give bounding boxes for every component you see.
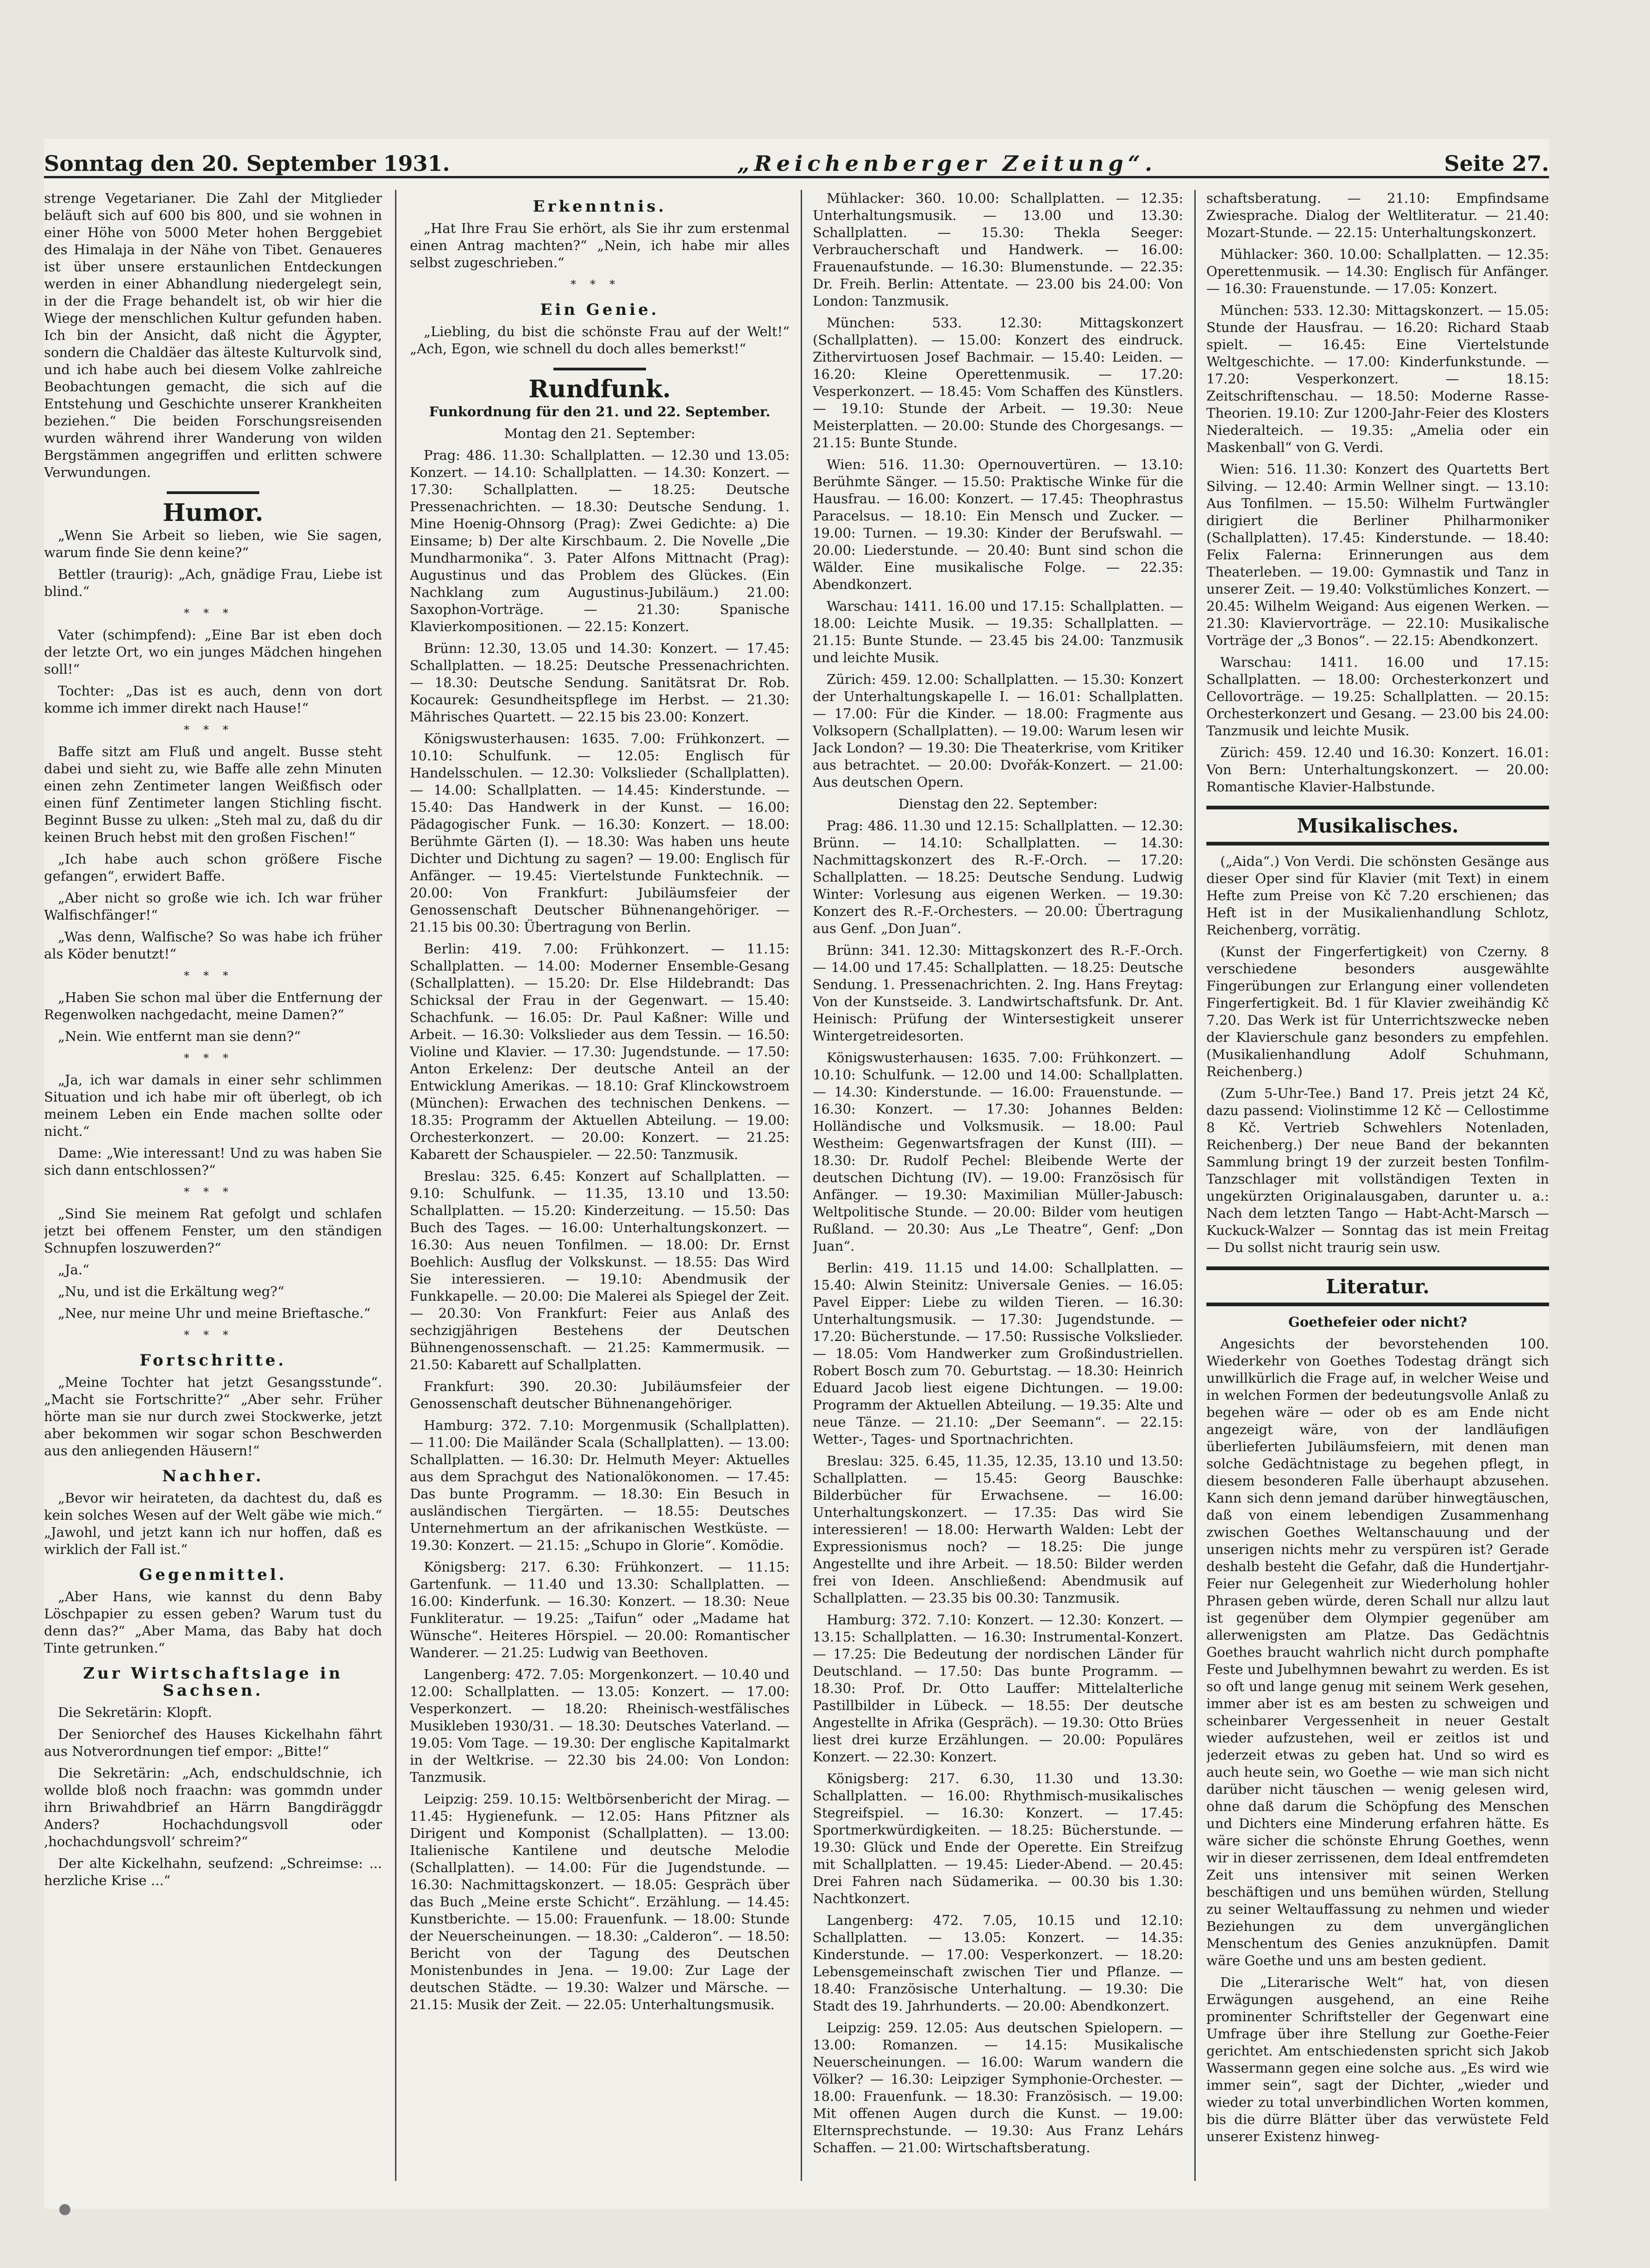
- literatur-heading: [1206, 1266, 1549, 1306]
- radio-listing: Wien: 516. 11.30: Opernouvertüren. — 13.10: Berühmte Sänger. — 15.50: Praktische Winke für die Hausfrau. — 16.00: Konzert. — 17.45: Theophrastus Paracelsus. — 18.10: Ein Mensch und Zucker. — 19.00: Turnen. — 19.30: Kinder der Berufswahl. — 20.00: Liederstunde. — 20.40: Bunt sind schon die Wälder. Eine musikalische Folge. — 22.35: Abendkonzert.: [813, 457, 1183, 592]
- joke-text: Dame: „Wie interessant! Und zu was haben Sie sich dann entschlossen?“: [44, 1145, 382, 1178]
- joke-text: „Was denn, Walfische? So was habe ich früher als Köder benutzt!“: [44, 929, 382, 962]
- radio-listing: München: 533. 12.30: Mittagskonzert (Schallplatten). — 15.00: Konzert des eindruck. Zithervirtuosen Josef Bachmair. — 15.40: Leiden. — 16.20: Kleine Operettenmusik. — 17.20: Vesperkonzert. — 18.45: Vom Schaffen des Künstlers. — 19.10: Stunde der Arbeit. — 19.30: Neue Meisterplatten. — 20.00: Stunde des Chorgesangs. — 21.15: Bunte Stunde.: [813, 315, 1183, 451]
- article-text: Die „Literarische Welt“ hat, von diesen Erwägungen ausgehend, an eine Reihe prominenter Schriftsteller der Gegenwart eine Umfrage über ihre Stellung zur Goethe-Feier gerichtet. Am entschiedensten spricht sich Jakob Wassermann gegen eine solche aus. „Es wird wie immer sein“, sagt der Dichter, „wieder und wieder zu total unverbindlichen Worten kommen, bis die dürre Blätter über das verwüstete Feld unserer Existenz hinweg-: [1206, 1974, 1549, 2144]
- separator-stars: ***: [184, 1328, 242, 1341]
- music-notice: („Aida“.) Von Verdi. Die schönsten Gesänge aus dieser Oper sind für Klavier (mit Text) in einem Hefte zum Preise von Kč 7.20 erschienen; das Heft ist in der Musikalienhandlung Schlotz, Reichenberg, vorrätig.: [1206, 853, 1549, 938]
- literatur-heading-text: Literatur.: [1326, 1275, 1430, 1298]
- joke-text: „Ja.“: [58, 1262, 89, 1278]
- column-1: [44, 190, 382, 2199]
- radio-listing: schaftsberatung. — 21.10: Empfindsame Zwiesprache. Dialog der Weltliteratur. — 21.40: Mozart-Stunde. — 22.15: Unterhaltungskonzert.: [1206, 190, 1549, 240]
- joke-text: „Liebling, du bist die schönste Frau auf der Welt!“ „Ach, Egon, wie schnell du doch alles bemerkst!“: [410, 324, 790, 357]
- column-4: [1206, 190, 1549, 2199]
- article-text: strenge Vegetarianer. Die Zahl der Mitglieder beläuft sich auf 600 bis 800, und sie wohnen in einer Höhe von 5000 Meter hohen Berggebiet des Himalaja in der Nähe von Tibet. Genaueres ist über unsere erstaunlichen Entdeckungen werden in einer Abhandlung niedergelegt sein, in der die Frage behandelt ist, ob wir hier die Wiege der menschlichen Kultur gefunden haben. Ich bin der Ansicht, daß nicht die Ägypter, sondern die Chaldäer das älteste Kulturvolk sind, und ich habe auch bei diesem Volke zahlreiche Beobachtungen gemacht, die sich auf die Entstehung und Geschichte unserer Krankheiten beziehen.“ Die beiden Forschungsreisenden wurden während ihrer Wanderung von wilden Bergstämmen angegriffen und erlitten schwere Verwundungen.: [44, 190, 382, 480]
- joke-heading: Nachher.: [162, 1467, 264, 1485]
- joke-heading: Fortschritte.: [139, 1351, 287, 1370]
- joke-text: „Aber Hans, wie kannst du denn Baby Löschpapier zu essen geben? Warum tust du denn das?“ „Aber Mama, das Baby hat doch Tinte getrunken.“: [44, 1589, 382, 1656]
- separator-stars: ***: [184, 1052, 242, 1065]
- radio-listing: Langenberg: 472. 7.05, 10.15 und 12.10: Schallplatten. — 13.05: Konzert. — 14.35: Kinderstunde. — 17.00: Vesperkonzert. — 18.20: Lebensgemeinschaft zwischen Tier und Pflanze. — 18.40: Französische Unterhaltung. — 19.30: Die Stadt des 19. Jahrhunderts. — 20.00: Abendkonzert.: [813, 1912, 1183, 2014]
- joke-text: „Hat Ihre Frau Sie erhört, als Sie ihr zum erstenmal einen Antrag machten?“ „Nein, ich habe mir alles selbst zugeschrieben.“: [410, 220, 790, 270]
- radio-listing: Hamburg: 372. 7.10: Konzert. — 12.30: Konzert. — 13.15: Schallplatten. — 16.30: Instrumental-Konzert. — 17.25: Die Bedeutung der nordischen Länder für Deutschland. — 17.50: Das bunte Programm. — 18.30: Prof. Dr. Otto Lauffer: Mittelalterliche Pastillbilder in Lübeck. — 18.55: Der deutsche Angestellte in Afrika (Gespräch). — 19.30: Otto Brües liest drei kurze Erzählungen. — 20.00: Populäres Konzert. — 22.30: Konzert.: [813, 1612, 1183, 1765]
- radio-listing: Königswusterhausen: 1635. 7.00: Frühkonzert. — 10.10: Schulfunk. — 12.05: Englisch für Handelsschulen. — 12.30: Volkslieder (Schallplatten). — 14.00: Schallplatten. — 14.45: Kinderstunde. — 15.40: Das Handwerk in der Kunst. — 16.00: Pädagogischer Funk. — 16.30: Konzert. — 18.00: Berühmte Gärten (I). — 18.30: Was haben uns heute Dichter und Dichtung zu sagen? — 19.00: Englisch für Anfänger. — 19.45: Viertelstunde Funktechnik. — 20.00: Von Frankfurt: Jubiläumsfeier der Genossenschaft Deutscher Bühnenangehöriger. — 21.15 bis 00.30: Übertragung von Berlin.: [410, 731, 790, 935]
- radio-listing: Hamburg: 372. 7.10: Morgenmusik (Schallplatten). — 11.00: Die Mailänder Scala (Schallplatten). — 13.00: Schallplatten. — 16.30: Dr. Helmuth Meyer: Aktuelles aus dem Sprachgut des Nationalökonomen. — 17.45: Das bunte Programm. — 18.30: Ein Besuch in ausländischen Tiergärten. — 18.55: Deutsches Unternehmertum an der afrikanischen Westküste. — 19.30: Konzert. — 21.15: „Schupo in Glorie“. Komödie.: [410, 1417, 790, 1553]
- rundfunk-heading: Rundfunk.: [528, 375, 671, 403]
- joke-text: „Wenn Sie Arbeit so lieben, wie Sie sagen, warum finde Sie denn keine?“: [44, 527, 382, 560]
- radio-schedule-subtitle: Funkordnung für den 21. und 22. September.: [429, 404, 771, 420]
- joke-text: Der alte Kickelhahn, seufzend: „Schreimse: ... herzliche Krise ...“: [44, 1855, 382, 1888]
- radio-listing: Königsberg: 217. 6.30, 11.30 und 13.30: Schallplatten. — 16.00: Rhythmisch-musikalisches Stegreifspiel. — 16.30: Konzert. — 17.45: Sportmerkwürdigkeiten. — 18.25: Bücherstunde. — 19.30: Glück und Ende der Operette. Ein Streifzug mit Schallplatten. — 19.45: Lieder-Abend. — 20.45: Drei Fahren nach Südamerika. — 00.30 bis 1.30: Nachtkonzert.: [813, 1771, 1183, 1906]
- separator-stars: ***: [184, 1185, 242, 1198]
- joke-text: Die Sekretärin: „Ach, endschuldschnie, ich wollde bloß noch fraachn: was gommdn under ihrn Briwahdbrief an Härrn Bangdiräggdr Anders? Hochachdungsvoll oder ,hochachdungsvoll‘ schreim?“: [44, 1765, 382, 1849]
- page-header: [44, 139, 1549, 178]
- joke-text: Vater (schimpfend): „Eine Bar ist eben doch der letzte Ort, wo ein junges Mädchen hingehen soll!“: [44, 627, 382, 677]
- joke-heading: Gegenmittel.: [139, 1566, 287, 1584]
- joke-text: „Aber nicht so große wie ich. Ich war früher Walfischfänger!“: [44, 890, 382, 923]
- column-3: [813, 190, 1183, 2199]
- radio-listing: Breslau: 325. 6.45: Konzert auf Schallplatten. — 9.10: Schulfunk. — 11.35, 13.10 und 13.50: Schallplatten. — 15.20: Kinderzeitung. — 15.50: Das Buch des Tages. — 16.00: Unterhaltungskonzert. — 16.30: Aus neuen Tonfilmen. — 18.00: Dr. Ernst Boehlich: Ausflug der Volkskunst. — 18.55: Das Wird Sie interessieren. — 19.10: Abendmusik der Funkkapelle. — 20.00: Die Malerei als Spiegel der Zeit. — 20.30: Von Frankfurt: Feier aus Anlaß des sechzigjährigen Bestehens der Deutschen Bühnengenossenschaft. — 21.25: Kammermusik. — 21.50: Kabarett auf Schallplatten.: [410, 1168, 790, 1372]
- musik-heading: [1206, 806, 1549, 846]
- radio-listing: Warschau: 1411. 16.00 und 17.15: Schallplatten. — 18.00: Leichte Musik. — 19.35: Schallplatten. — 21.15: Bunte Stunde. — 23.45 bis 24.00: Tanzmusik und leichte Musik.: [813, 598, 1183, 665]
- radio-listing: Berlin: 419. 11.15 und 14.00: Schallplatten. — 15.40: Alwin Steinitz: Universale Genies. — 16.05: Pavel Eipper: Liebe zu wilden Tieren. — 16.30: Unterhaltungsmusik. — 17.30: Jugendstunde. — 17.20: Bücherstunde. — 17.50: Russische Volkslieder. — 18.05: Vom Handwerker zum Großindustriellen. Robert Bosch zum 70. Geburtstag. — 18.30: Heinrich Eduard Jacob liest eigene Dichtungen. — 19.00: Programm der Aktuellen Abteilung. — 19.35: Alte und neue Tänze. — 21.10: „Der Seemann“. — 22.15: Wetter-, Tages- und Sportnachrichten.: [813, 1260, 1183, 1447]
- joke-heading: Erkenntnis.: [533, 197, 667, 216]
- joke-text: „Nee, nur meine Uhr und meine Brieftasche.“: [58, 1305, 371, 1321]
- article-subtitle: Goethefeier oder nicht?: [1288, 1314, 1467, 1330]
- section-rule: [167, 491, 259, 494]
- joke-text: „Ich habe auch schon größere Fische gefangen“, erwidert Baffe.: [44, 851, 382, 884]
- column-2: [410, 190, 790, 2199]
- radio-listing: Brünn: 12.30, 13.05 und 14.30: Konzert. — 17.45: Schallplatten. — 18.25: Deutsche Pressenachrichten. — 18.30: Deutsche Sendung. Sanitätsrat Dr. Rob. Kocaurek: Gesundheitspflege im Herbst. — 21.30: Mährisches Quartett. — 22.15 bis 23.00: Konzert.: [410, 640, 790, 725]
- joke-text: Tochter: „Das ist es auch, denn von dort komme ich immer direkt nach Hause!“: [44, 683, 382, 716]
- radio-listing: Leipzig: 259. 10.15: Weltbörsenbericht der Mirag. — 11.45: Hygienefunk. — 12.05: Hans Pfitzner als Dirigent und Komponist (Schallplatten). — 13.00: Italienische Kantilene und deutsche Melodie (Schallplatten). — 14.00: Für die Jugendstunde. — 16.30: Nachmittagskonzert. — 18.05: Gespräch über das Buch „Meine erste Schicht“. Erzählung. — 14.45: Kunstberichte. — 15.00: Frauenfunk. — 18.00: Stunde der Neuerscheinungen. — 18.30: „Calderon“. — 18.50: Bericht von der Tagung des Deutschen Monistenbundes in Jena. — 19.00: Zur Lage der deutschen Städte. — 19.30: Walzer und Märsche. — 21.15: Musik der Zeit. — 22.05: Unterhaltungsmusik.: [410, 1791, 790, 2012]
- radio-listing: Wien: 516. 11.30: Konzert des Quartetts Bert Silving. — 12.40: Armin Wellner singt. — 13.10: Aus Tonfilmen. — 15.50: Wilhelm Furtwängler dirigiert die Berliner Philharmoniker (Schallplatten). 17.45: Kinderstunde. — 18.40: Felix Falerna: Erinnerungen aus dem Theaterleben. — 19.00: Gymnastik und Tanz in unserer Zeit. — 19.40: Volkstümliches Konzert. — 20.45: Wilhelm Weigand: Aus eigenen Werken. — 21.30: Klaviervorträge. — 22.10: Musikalische Vorträge der „3 Bonos“. — 22.15: Abendkonzert.: [1206, 461, 1549, 648]
- joke-text: „Nu, und ist die Erkältung weg?“: [58, 1284, 284, 1299]
- section-rule: [553, 368, 646, 370]
- radio-listing: Zürich: 459. 12.00: Schallplatten. — 15.30: Konzert der Unterhaltungskapelle I. — 16.01: Schallplatten. — 17.00: Für die Kinder. — 18.00: Fragmente aus Volksopern (Schallplatten). — 19.00: Warum lesen wir Jack London? — 19.30: Die Theaterkrise, vom Kritiker aus betrachtet. — 20.00: Dvořák-Konzert. — 21.00: Aus deutschen Opern.: [813, 671, 1183, 790]
- separator-stars: ***: [184, 969, 242, 982]
- music-notice: (Kunst der Fingerfertigkeit) von Czerny. 8 verschiedene besonders ausgewählte Fingerübungen zur Erlangung einer vollendeten Fingerfertigkeit. Bd. 1 für Klavier zweihändig Kč 7.20. Das Werk ist für Unterrichtszwecke neben der Klavierschule ganz besonders zu empfehlen. (Musikalienhandlung Adolf Schuhmann, Reichenberg.): [1206, 944, 1549, 1079]
- radio-listing: Berlin: 419. 7.00: Frühkonzert. — 11.15: Schallplatten. — 14.00: Moderner Ensemble-Gesang (Schallplatten). — 15.20: Dr. Else Hildebrandt: Das Schicksal der Frau in der Gegenwart. — 15.40: Schachfunk. — 16.05: Dr. Paul Kaßner: Wille und Arbeit. — 16.30: Volkslieder aus dem Tessin. — 16.50: Violine und Klavier. — 17.30: Jugendstunde. — 17.50: Anton Erkelenz: Der deutsche Anteil an der Entwicklung Amerikas. — 18.10: Graf Klinckowstroem (München): Erwachen des technischen Denkens. — 18.35: Programm der Aktuellen Abteilung. — 19.00: Orchesterkonzert. — 20.00: Konzert. — 21.25: Kabarett der Schauspieler. — 22.50: Tanzmusik.: [410, 941, 790, 1162]
- radio-listing: Mühlacker: 360. 10.00: Schallplatten. — 12.35: Unterhaltungsmusik. — 13.00 und 13.30: Schallplatten. — 15.30: Thekla Seeger: Verbraucherschaft und Handwerk. — 16.00: Frauenaufstunde. — 16.30: Blumenstunde. — 22.35: Dr. Freih. Berlin: Attentate. — 23.00 bis 24.00: Von London: Tanzmusik.: [813, 190, 1183, 309]
- joke-text: „Bevor wir heirateten, da dachtest du, daß es kein solches Wesen auf der Welt gäbe wie mich.“ „Jawohl, und jetzt kann ich nur hoffen, daß es wirklich der Fall ist.“: [44, 1490, 382, 1557]
- radio-listing: Brünn: 341. 12.30: Mittagskonzert des R.-F.-Orch. — 14.00 und 17.45: Schallplatten. — 18.25: Deutsche Sendung. 1. Pressenachrichten. 2. Ing. Hans Freytag: Von der Kunstseide. 3. Landwirtschaftsfunk. Dr. Ant. Heinisch: Prüfung der Wintersestigkeit unserer Wintergetreidesorten.: [813, 942, 1183, 1044]
- radio-listing: Königsberg: 217. 6.30: Frühkonzert. — 11.15: Gartenfunk. — 11.40 und 13.30: Schallplatten. — 16.00: Kinderfunk. — 16.30: Konzert. — 18.30: Neue Funkliteratur. — 19.25: „Taifun“ oder „Madame hat Wünsche“. Heiteres Hörspiel. — 20.00: Romantischer Wanderer. — 21.25: Ludwig van Beethoven.: [410, 1559, 790, 1660]
- page-number: Seite 27.: [1444, 151, 1549, 176]
- radio-listing: Frankfurt: 390. 20.30: Jubiläumsfeier der Genossenschaft deutscher Bühnenangehöriger.: [410, 1378, 790, 1411]
- binding-hole-mark: [59, 2204, 70, 2215]
- humor-heading: Humor.: [163, 499, 263, 527]
- radio-listing: Breslau: 325. 6.45, 11.35, 12.35, 13.10 und 13.50: Schallplatten. — 15.45: Georg Bauschke: Bilderbücher für Erwachsene. — 16.00: Unterhaltungskonzert. — 17.35: Das wird Sie interessieren! — 18.00: Herwarth Walden: Lebt der Expressionismus noch? — 18.25: Die junge Angestellte und ihre Arbeit. — 18.50: Bilder werden frei von Ideen. Anschließend: Abendmusik auf Schallplatten. — 23.35 bis 00.30: Tanzmusik.: [813, 1453, 1183, 1606]
- joke-text: Die Sekretärin: Klopft.: [58, 1704, 212, 1720]
- separator-stars: ***: [184, 607, 242, 620]
- radio-listing: Prag: 486. 11.30 und 12.15: Schallplatten. — 12.30: Brünn. — 14.10: Schallplatten. — 14.30: Nachmittagskonzert des R.-F.-Orch. — 17.20: Schallplatten. — 18.25: Deutsche Sendung. Ludwig Winter: Vorlesung aus eigenen Werken. — 19.30: Konzert des R.-F.-Orchesters. — 20.00: Übertragung aus Genf. „Don Juan“.: [813, 818, 1183, 936]
- article-text: Angesichts der bevorstehenden 100. Wiederkehr von Goethes Todestag drängt sich unwillkürlich die Frage auf, in welcher Weise und in welchen Formen der bedeutungsvolle Anlaß zu begehen wäre — oder ob es am Ende nicht angezeigt wäre, von der landläufigen überlieferten Jubiläumsfeiern, mit denen man solche Gedächtnistage zu begehen pflegt, in diesem besonderen Falle überhaupt abzusehen. Kann sich denn jemand darüber hinwegtäuschen, daß von einem lebendigen Zusammenhang zwischen Goethes Weltanschauung und der unserigen nichts mehr zu verspüren ist? Gerade deshalb besteht die Gefahr, daß die Hundertjahr-Feier nur Gelegenheit zur Wiederholung hohler Phrasen geben würde, deren Schall nur allzu laut ist gegenüber dem Olympier gegenüber am allerwenigsten am Platze. Das Gedächtnis Goethes braucht wahrlich nicht durch pomphafte Feste und Jubelhymnen bewahrt zu werden. Es ist so oft und lange genug mit seinem Werk gesehen, immer aber ist es am besten zu schweigen und scheinbarer Vergessenheit in neuer Gestalt wieder aufzustehen, weil er zeitlos ist und jederzeit etwas zu geben hat. Und so wird es auch heute sein, wo Goethe — wie man sich nicht darüber nicht täuschen — wenig gelesen wird, ohne daß darum die Schöpfung des Menschen und Dichters eine Minderung erfahren hätte. Es wäre sicher die schönste Ehrung Goethes, wenn wir in dieser zerrissenen, dem Ideal entfremdeten Zeit uns intensiver mit seinen Werken beschäftigen und uns bemühen würden, Stellung zu seiner Weltauffassung zu nehmen und wieder Beziehungen zu dem unvergänglichen Menschentum des Genies anzuknüpfen. Damit wäre Goethe und uns am besten gedient.: [1206, 1336, 1549, 1968]
- radio-listing: Mühlacker: 360. 10.00: Schallplatten. — 12.35: Operettenmusik. — 14.30: Englisch für Anfänger. — 16.30: Frauenstunde. — 17.05: Konzert.: [1206, 246, 1549, 296]
- separator-stars: ***: [571, 278, 629, 291]
- joke-text: Der Seniorchef des Hauses Kickelhahn fährt aus Notverordnungen tief empor: „Bitte!“: [44, 1726, 382, 1759]
- joke-heading: Ein Genie.: [540, 301, 659, 319]
- newspaper-title: „Reichenberger Zeitung“.: [737, 151, 1157, 176]
- radio-listing: Warschau: 1411. 16.00 und 17.15: Schallplatten. — 18.00: Orchesterkonzert und Cellovorträge. — 19.25: Schallplatten. — 20.15: Orchesterkonzert und Gesang. — 23.00 bis 24.00: Tanzmusik und leichte Musik.: [1206, 654, 1549, 739]
- radio-day-heading: Montag den 21. September:: [504, 426, 696, 441]
- newspaper-page: [44, 139, 1549, 2209]
- music-notice: (Zum 5-Uhr-Tee.) Band 17. Preis jetzt 24 Kč, dazu passend: Violinstimme 12 Kč — Cellostimme 8 Kč. Vertrieb Schwehlers Notenladen, Reichenberg.) Der neue Band der bekannten Sammlung bringt 19 der zurzeit besten Tonfilm-Tanzschlager mit vollständigen Texten in ungekürzten Originalausgaben, darunter u. a.: Nach dem letzten Tango — Habt-Acht-Marsch — Kuckuck-Walzer — Sonntag das ist mein Freitag — Du sollst nicht traurig sein usw.: [1206, 1085, 1549, 1255]
- joke-heading: Zur Wirtschaftslage in Sachsen.: [83, 1664, 343, 1700]
- joke-text: Bettler (traurig): „Ach, gnädige Frau, Liebe ist blind.“: [44, 566, 382, 599]
- radio-listing: Königswusterhausen: 1635. 7.00: Frühkonzert. — 10.10: Schulfunk. — 12.00 und 14.00: Schallplatten. — 14.30: Kinderstunde. — 16.00: Frauenstunde. — 16.30: Konzert. — 17.30: Johannes Belden: Holländische und Volksmusik. — 18.00: Paul Westheim: Gegenwartsfragen der Kunst (III). — 18.30: Dr. Rudolf Pechel: Bleibende Werte der deutschen Dichtung (IV). — 19.00: Französisch für Anfänger. — 19.30: Maximilian Müller-Jabusch: Weltpolitische Stunde. — 20.00: Bilder vom heutigen Rußland. — 20.30: Aus „Le Theatre“, Genf: „Don Juan“.: [813, 1050, 1183, 1254]
- musik-heading-text: Musikalisches.: [1297, 814, 1459, 837]
- joke-text: „Ja, ich war damals in einer sehr schlimmen Situation und ich habe mir oft überlegt, ob ich meinem Leben ein Ende machen sollte oder nicht.“: [44, 1072, 382, 1139]
- joke-text: „Sind Sie meinem Rat gefolgt und schlafen jetzt bei offenem Fenster, um den ständigen Schnupfen loszuwerden?“: [44, 1206, 382, 1256]
- radio-day-heading: Dienstag den 22. September:: [898, 796, 1098, 812]
- joke-text: „Meine Tochter hat jetzt Gesangsstunde“. „Macht sie Fortschritte?“ „Aber sehr. Früher hörte man sie nur durch zwei Stockwerke, jetzt aber bekommen wir sogar schon Beschwerden aus den anliegenden Häusern!“: [44, 1374, 382, 1459]
- radio-listing: Prag: 486. 11.30: Schallplatten. — 12.30 und 13.05: Konzert. — 14.10: Schallplatten. — 14.30: Konzert. — 17.30: Schallplatten. — 18.25: Deutsche Pressenachrichten. — 18.30: Deutsche Sendung. 1. Mine Hoenig-Ohnsorg (Prag): Zwei Gedichte: a) Die Einsame; b) Der alte Kirschbaum. 2. Die Novelle „Die Mundharmonika“. 3. Pater Alfons Mittnacht (Prag): Augustinus und das Problem des Glückes. (Ein Nachklang zum Augustinus-Jubiläum.) 21.00: Saxophon-Vorträge. — 21.30: Spanische Klavierkompositionen. — 22.15: Konzert.: [410, 447, 790, 634]
- joke-text: „Haben Sie schon mal über die Entfernung der Regenwolken nachgedacht, meine Damen?“: [44, 990, 382, 1022]
- radio-listing: Leipzig: 259. 12.05: Aus deutschen Spielopern. — 13.00: Romanzen. — 14.15: Musikalische Neuerscheinungen. — 16.00: Warum wandern die Völker? — 16.30: Leipziger Symphonie-Orchester. — 18.00: Frauenfunk. — 18.30: Französisch. — 19.00: Mit offenen Augen durch die Kunst. — 19.00: Elternsprechstunde. — 19.30: Aus Franz Lehárs Schaffen. — 21.00: Wirtschaftsberatung.: [813, 2020, 1183, 2155]
- joke-text: „Nein. Wie entfernt man sie denn?“: [58, 1028, 301, 1044]
- header-date: Sonntag den 20. September 1931.: [44, 151, 450, 176]
- joke-text: Baffe sitzt am Fluß und angelt. Busse steht dabei und sieht zu, wie Baffe alle zehn Minuten einen zehn Zentimeter langen Weißfisch oder einen fünf Zentimeter langen Stichling fischt. Beginnt Busse zu ulken: „Steh mal zu, daß du dir keinen Bruch hebst mit den großen Fischen!“: [44, 744, 382, 845]
- radio-listing: Zürich: 459. 12.40 und 16.30: Konzert. 16.01: Von Bern: Unterhaltungskonzert. — 20.00: Romantische Klavier-Halbstunde.: [1206, 745, 1549, 795]
- radio-listing: Langenberg: 472. 7.05: Morgenkonzert. — 10.40 und 12.00: Schallplatten. — 13.05: Konzert. — 17.00: Vesperkonzert. — 18.20: Rheinisch-westfälisches Musikleben 1930/31. — 18.30: Deutsches Vaterland. — 19.05: Vom Tage. — 19.30: Der englische Kapitalmarkt in der Weltkrise. — 22.30 bis 24.00: Von London: Tanzmusik.: [410, 1667, 790, 1785]
- separator-stars: ***: [184, 723, 242, 736]
- radio-listing: München: 533. 12.30: Mittagskonzert. — 15.05: Stunde der Hausfrau. — 16.20: Richard Staab spielt. — 16.45: Eine Viertelstunde Weltgeschichte. — 17.00: Kinderfunkstunde. — 17.20: Vesperkonzert. — 18.15: Zeitschriftenschau. — 18.50: Moderne Rasse-Theorien. 19.10: Zur 1200-Jahr-Feier des Klosters Niederalteich. — 19.35: „Amelia oder ein Maskenball“ von G. Verdi.: [1206, 302, 1549, 455]
